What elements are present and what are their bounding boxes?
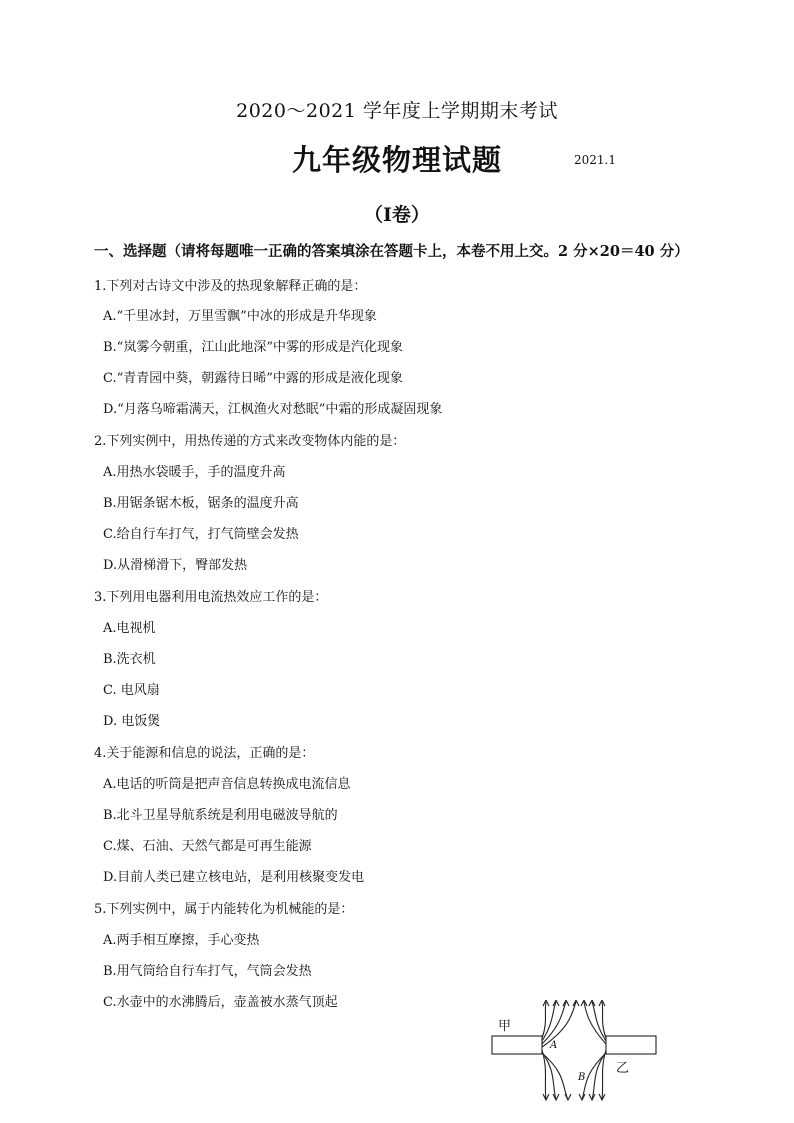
question-4-stem: 4.关于能源和信息的说法，正确的是： <box>94 746 315 761</box>
subject-title: 九年级物理试题 <box>291 143 502 177</box>
field-arrow <box>589 1094 595 1100</box>
field-arrow <box>579 1094 585 1100</box>
question-5-option-b: B.用气筒给自行车打气，气筒会发热 <box>103 964 312 979</box>
question-3-option-c: C. 电风扇 <box>103 683 160 698</box>
field-line <box>542 1002 576 1047</box>
right-magnet-label: 乙 <box>616 1061 630 1076</box>
question-3-stem: 3.下列用电器利用电流热效应工作的是： <box>94 590 328 605</box>
section-heading: 一、选择题（请将每题唯一正确的答案填涂在答题卡上，本卷不用上交。2 分×20＝40 分） <box>94 243 689 260</box>
field-arrow <box>553 1094 559 1100</box>
question-3-option-b: B.洗衣机 <box>103 652 156 667</box>
question-2-option-c: C.给自行车打气，打气筒壁会发热 <box>103 527 299 542</box>
field-arrow <box>565 1094 571 1100</box>
question-1-option-c: C.“青青园中葵，朝露待日晞”中露的形成是液化现象 <box>103 371 403 386</box>
exam-title: 2020～2021 学年度上学期期末考试 <box>236 100 558 122</box>
point-a-label: A <box>550 1040 558 1051</box>
question-3-option-d: D. 电饭煲 <box>103 714 161 729</box>
volume-label: （Ⅰ卷） <box>364 204 430 226</box>
exam-date: 2021.1 <box>574 153 616 167</box>
question-5-option-c: C.水壶中的水沸腾后，壶盖被水蒸气顶起 <box>103 995 338 1010</box>
magnet-field-figure <box>488 1000 658 1123</box>
question-1-stem: 1.下列对古诗文中涉及的热现象解释正确的是： <box>94 279 367 294</box>
field-line <box>602 1002 606 1038</box>
question-2-option-d: D.从滑梯滑下，臀部发热 <box>103 558 248 573</box>
left-magnet-label: 甲 <box>498 1019 512 1034</box>
point-b-label: B <box>578 1072 586 1083</box>
field-line <box>542 1002 556 1041</box>
question-2-option-a: A.用热水袋暖手，手的温度升高 <box>103 465 286 480</box>
question-3-option-a: A.电视机 <box>103 621 156 636</box>
question-5-stem: 5.下列实例中，属于内能转化为机械能的是： <box>94 902 354 917</box>
question-5-option-a: A.两手相互摩擦，手心变热 <box>103 933 260 948</box>
question-1-option-b: B.“岚雾今朝重，江山此地深”中雾的形成是汽化现象 <box>103 340 403 355</box>
field-line <box>542 1002 546 1038</box>
left-magnet-bar <box>492 1036 542 1054</box>
question-4-option-a: A.电话的听筒是把声音信息转换成电流信息 <box>103 777 351 792</box>
question-4-option-b: B.北斗卫星导航系统是利用电磁波导航的 <box>103 808 338 823</box>
question-1-option-a: A.“千里冰封，万里雪飘”中冰的形成是升华现象 <box>103 309 377 324</box>
question-2-option-b: B.用锯条锯木板，锯条的温度升高 <box>103 496 299 511</box>
question-2-stem: 2.下列实例中，用热传递的方式来改变物体内能的是： <box>94 434 406 449</box>
question-4-option-d: D.目前人类已建立核电站，是利用核聚变发电 <box>103 870 365 885</box>
question-4-option-c: C.煤、石油、天然气都是可再生能源 <box>103 839 312 854</box>
question-1-option-d: D.“月落乌啼霜满天，江枫渔火对愁眠”中霜的形成凝固现象 <box>103 402 443 417</box>
right-magnet-bar <box>606 1036 656 1054</box>
